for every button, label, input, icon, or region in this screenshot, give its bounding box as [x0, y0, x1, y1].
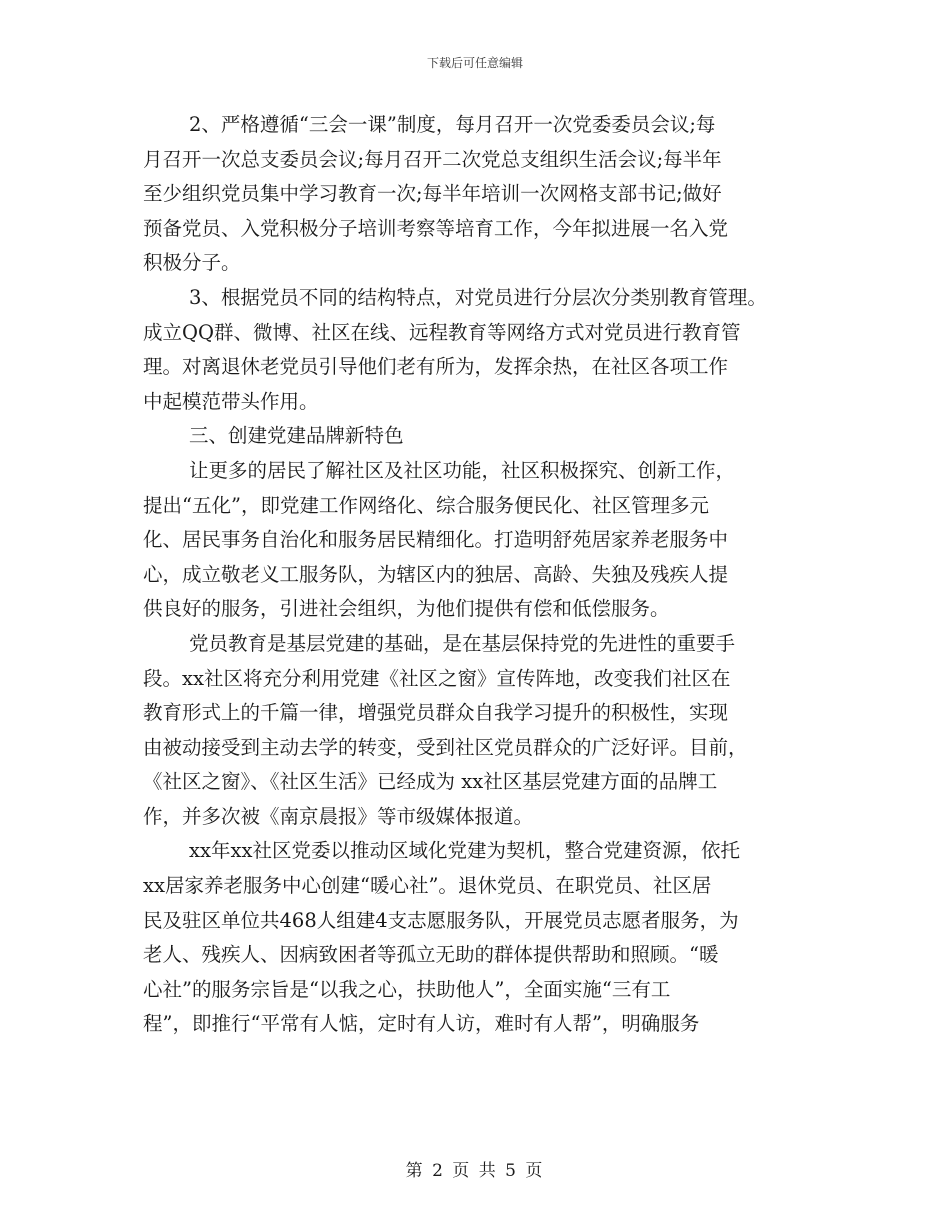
text-line: 积极分子。 — [143, 251, 241, 275]
text-line: 民及驻区单位共468人组建4支志愿服务队，开展党员志愿者服务，为 — [143, 908, 739, 932]
text-line: 月召开一次总支委员会议;每月召开二次党总支组织生活会议;每半年 — [143, 147, 722, 171]
text-line: 提出“五化”，即党建工作网络化、综合服务便民化、社区管理多元 — [143, 493, 709, 517]
text-line: 由被动接受到主动去学的转变，受到社区党员群众的广泛好评。目前， — [143, 735, 748, 759]
text-line: 心社”的服务宗旨是“以我之心，扶助他人”，全面实施“三有工 — [143, 977, 671, 1001]
text-line: 党员教育是基层党建的基础，是在基层保持党的先进性的重要手 — [189, 631, 736, 655]
text-line: 2、严格遵循“三会一课”制度，每月召开一次党委委员会议;每 — [189, 113, 716, 136]
text-line: 中起模范带头作用。 — [143, 389, 319, 413]
text-line: 化、居民事务自治化和服务居民精细化。打造明舒苑居家养老服务中 — [143, 528, 729, 552]
text-line: xx居家养老服务中心创建“暖心社”。退休党员、在职党员、社区居 — [143, 874, 712, 898]
text-line: xx年xx社区党委以推动区域化党建为契机，整合党建资源，依托 — [189, 839, 740, 863]
text-line: 3、根据党员不同的结构特点，对党员进行分层次分类别教育管理。 — [189, 285, 767, 309]
document-body — [143, 108, 823, 1042]
text-line: 至少组织党员集中学习教育一次;每半年培训一次网格支部书记;做好 — [143, 182, 722, 206]
text-line: 让更多的居民了解社区及社区功能，社区积极探究、创新工作， — [189, 458, 736, 482]
text-line: 心，成立敬老义工服务队，为辖区内的独居、高龄、失独及残疾人提 — [143, 562, 729, 586]
page-header: 下载后可任意编辑 — [426, 56, 523, 70]
text-line: 成立QQ群、微博、社区在线、远程教育等网络方式对党员进行教育管 — [143, 320, 741, 344]
text-line: 供良好的服务，引进社会组织，为他们提供有偿和低偿服务。 — [143, 597, 670, 621]
text-line: 教育形式上的千篇一律，增强党员群众自我学习提升的积极性，实现 — [143, 701, 729, 725]
text-line: 段。xx社区将充分利用党建《社区之窗》宣传阵地，改变我们社区在 — [143, 666, 731, 690]
page-footer: 第 2 页 共 5 页 — [405, 1161, 545, 1181]
text-line: 作，并多次被《南京晨报》等市级媒体报道。 — [143, 804, 534, 828]
text-line: 《社区之窗》、《社区生活》已经成为 xx社区基层党建方面的品牌工 — [143, 770, 718, 794]
text-line: 三、创建党建品牌新特色 — [189, 424, 404, 448]
text-line: 理。对离退休老党员引导他们老有所为，发挥余热，在社区各项工作 — [143, 355, 729, 379]
text-line: 老人、残疾人、因病致困者等孤立无助的群体提供帮助和照顾。“暖 — [143, 943, 719, 967]
text-line: 预备党员、入党积极分子培训考察等培育工作，今年拟进展一名入党 — [143, 216, 729, 240]
text-line: 程”，即推行“平常有人惦，定时有人访，难时有人帮”，明确服务 — [143, 1012, 700, 1036]
